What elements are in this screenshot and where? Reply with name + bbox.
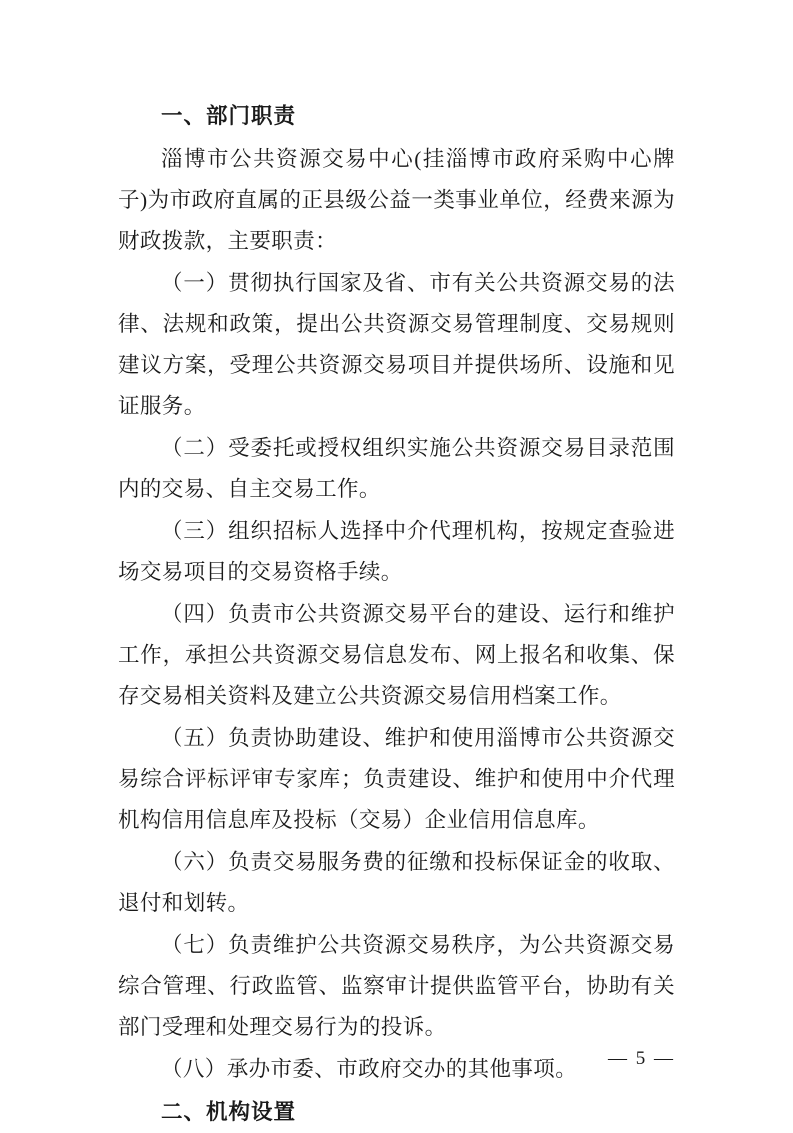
page-number: — 5 — [608,1048,675,1069]
paragraph-item-6: （六）负责交易服务费的征缴和投标保证金的收取、退付和划转。 [118,850,675,915]
paragraph-item-3: （三）组织招标人选择中介代理机构，按规定查验进场交易项目的交易资格手续。 [118,519,675,584]
paragraph-item-7: （七）负责维护公共资源交易秩序，为公共资源交易综合管理、行政监管、监察审计提供监管平台，协助有关部门受理和处理交易行为的投诉。 [118,933,675,1039]
section-heading-organizational-structure: 二、机构设置 [161,1100,297,1124]
paragraph-item-1: （一）贯彻执行国家及省、市有关公共资源交易的法律、法规和政策，提出公共资源交易管理制度、交易规则建议方案，受理公共资源交易项目并提供场所、设施和见证服务。 [118,271,675,418]
paragraph-item-5: （五）负责协助建设、维护和使用淄博市公共资源交易综合评标评审专家库；负责建设、维护和使用中介代理机构信用信息库及投标（交易）企业信用信息库。 [118,726,675,832]
section-heading-departmental-duties: 一、部门职责 [161,104,297,128]
paragraph-intro: 淄博市公共资源交易中心(挂淄博市政府采购中心牌子)为市政府直属的正县级公益一类事业单位，经费来源为财政拨款，主要职责： [118,147,675,253]
paragraph-item-4: （四）负责市公共资源交易平台的建设、运行和维护工作，承担公共资源交易信息发布、网上报名和收集、保存交易相关资料及建立公共资源交易信用档案工作。 [118,602,675,708]
paragraph-item-8: （八）承办市委、市政府交办的其他事项。 [161,1057,578,1081]
document-body [118,96,675,1133]
paragraph-item-2: （二）受委托或授权组织实施公共资源交易目录范围内的交易、自主交易工作。 [118,436,675,501]
